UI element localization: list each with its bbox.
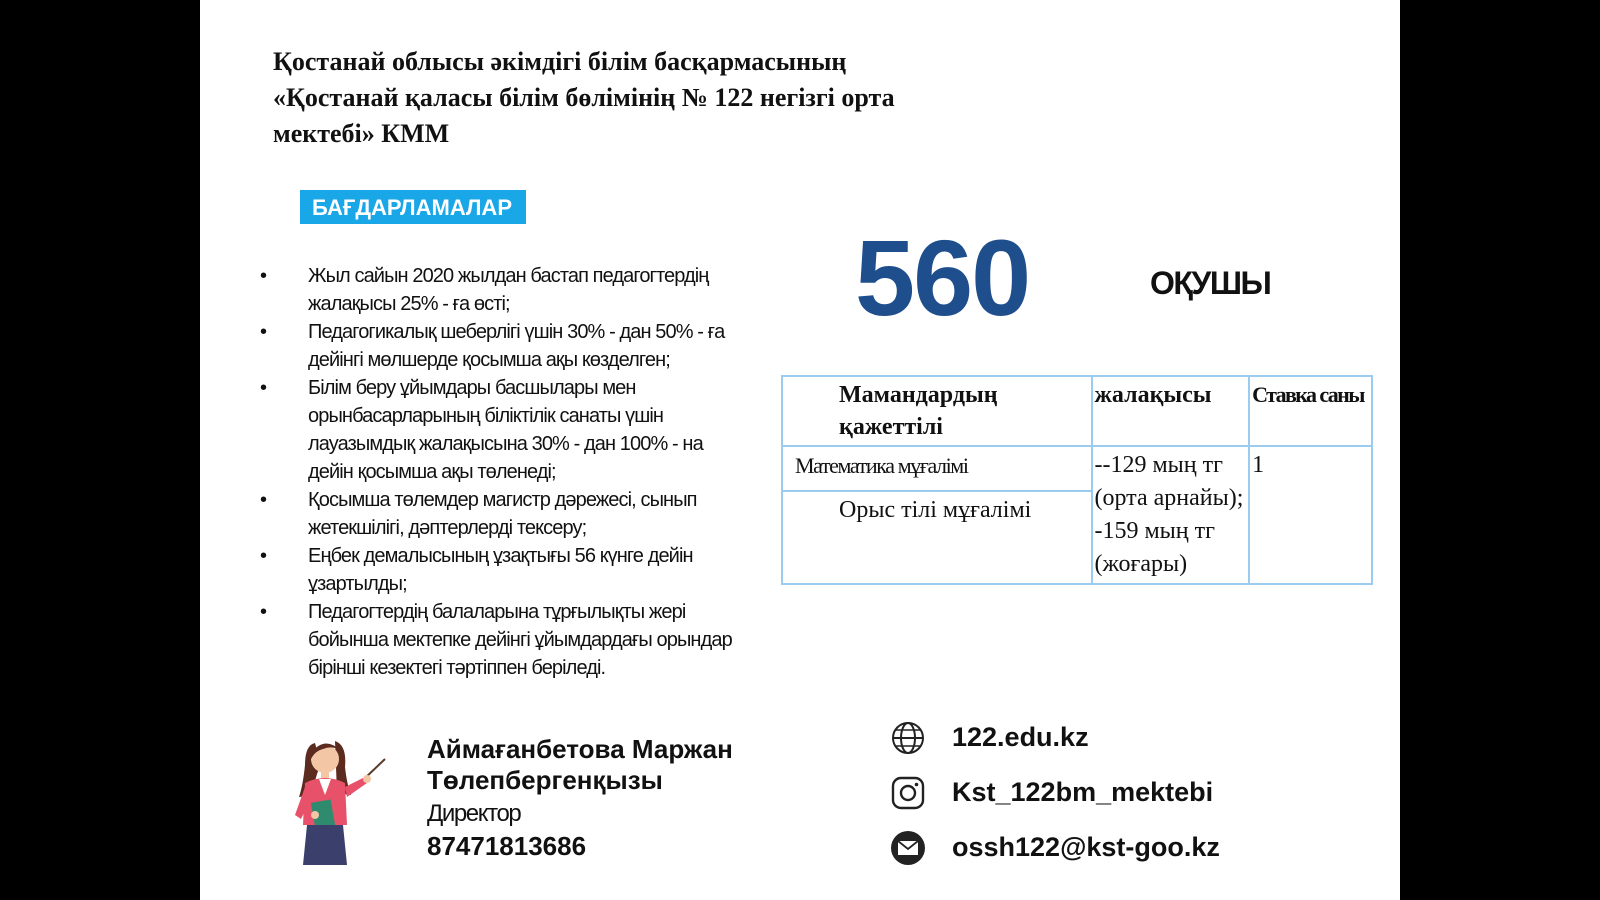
website-link[interactable]: 122.edu.kz xyxy=(952,722,1089,752)
students-label: ОҚУШЫ xyxy=(1150,265,1271,301)
bullet-icon: • xyxy=(260,545,267,567)
programs-badge: БАҒДАРЛАМАЛАР xyxy=(300,190,526,224)
email-link[interactable]: ossh122@kst-goo.kz xyxy=(952,832,1220,862)
instagram-icon xyxy=(890,775,926,811)
director-name xyxy=(427,734,733,796)
bullet-icon: • xyxy=(260,377,267,399)
director-name-line: Аймағанбетова Маржан xyxy=(427,734,733,764)
bullet-icon: • xyxy=(260,601,267,623)
contact-email[interactable] xyxy=(890,830,1290,870)
list-item: • Білім беру ұйымдары басшылары мен орынбасарларының біліктілік санаты үшін лауазымдық жалақысына 30% - дан 100% - на дейін қосымша ақы төленеді; xyxy=(260,374,740,486)
director-name-line: Төлепбергенқызы xyxy=(427,765,663,795)
title-line: мектебі» КММ xyxy=(273,119,450,148)
bullet-icon: • xyxy=(260,489,267,511)
table-row xyxy=(782,446,1372,491)
header-cell-rate: Ставка саны xyxy=(1249,376,1372,446)
students-count: 560 xyxy=(855,217,1030,338)
list-item: • Еңбек демалысының ұзақтығы 56 күнге дейін ұзартылды; xyxy=(260,542,740,598)
table-header-row xyxy=(782,376,1372,446)
salary-line: --129 мың тг xyxy=(1094,452,1223,478)
contact-instagram[interactable] xyxy=(890,775,1290,815)
list-item: • Жыл сайын 2020 жылдан бастап педагогтердің жалақысы 25% - ға өсті; xyxy=(260,262,740,318)
list-item: • Педагогтердің балаларына тұрғылықты жері бойынша мектепке дейінгі ұйымдардағы орындар бірінші кезектегі тәртіппен беріледі. xyxy=(260,598,740,682)
contact-website[interactable] xyxy=(890,720,1290,760)
header-cell-salary: жалақысы xyxy=(1092,376,1250,446)
vacancies-table xyxy=(781,375,1373,585)
page-title xyxy=(273,44,1073,152)
slide xyxy=(200,0,1400,900)
cell-position: Орыс тілі мұғалімі xyxy=(782,491,1092,584)
salary-line: (жоғары) xyxy=(1094,551,1188,577)
globe-icon xyxy=(890,720,926,756)
teacher-illustration-icon xyxy=(285,735,395,870)
header-cell-position: Мамандардың қажеттілі xyxy=(782,376,1092,446)
bullet-icon: • xyxy=(260,321,267,343)
bullet-icon: • xyxy=(260,265,267,287)
cell-salary xyxy=(1092,446,1250,584)
envelope-icon xyxy=(890,830,926,866)
title-line: «Қостанай қаласы білім бөлімінің № 122 негізгі орта xyxy=(273,83,895,112)
cell-rate: 1 xyxy=(1249,446,1372,584)
programs-list xyxy=(260,262,740,682)
instagram-link[interactable]: Kst_122bm_mektebi xyxy=(952,777,1214,807)
list-item: • Педагогикалық шеберлігі үшін 30% - дан 50% - ға дейінгі мөлшерде қосымша ақы көзделген; xyxy=(260,318,740,374)
cell-position: Математика мұғалімі xyxy=(782,446,1092,491)
salary-line: (орта арнайы); xyxy=(1094,485,1244,511)
list-item: • Қосымша төлемдер магистр дәрежесі, сынып жетекшілігі, дәптерлерді тексеру; xyxy=(260,486,740,542)
director-phone: 87471813686 xyxy=(427,831,587,861)
title-line: Қостанай облысы әкімдігі білім басқармасының xyxy=(273,47,847,76)
salary-line: -159 мың тг xyxy=(1094,518,1215,544)
director-role: Директор xyxy=(427,800,521,827)
